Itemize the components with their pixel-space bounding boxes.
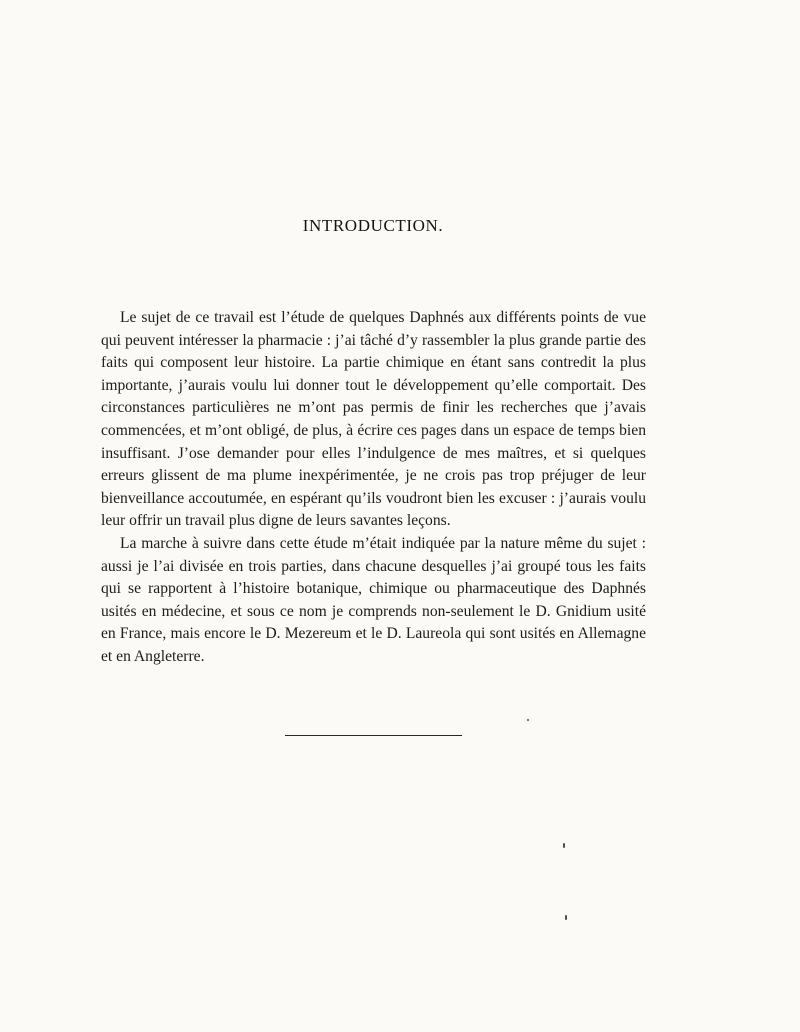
- ink-speck: [527, 719, 529, 721]
- ink-speck: [563, 843, 565, 848]
- ink-speck: [565, 915, 567, 920]
- page-title: INTRODUCTION.: [302, 216, 444, 235]
- section-divider: [285, 735, 462, 736]
- paragraph-1: Le sujet de ce travail est l’étude de quelques Daphnés aux différents points de vue qui peuvent intéresser la pharmacie : j’ai tâché d’y rassembler la plus grande partie des faits qui composent leur histoire. La partie chimique en étant sans contredit la plus importante, j’aurais voulu lui donner tout le développement qu’elle comportait. Des circonstances particulières ne m’ont pas permis de finir les recherches que j’avais commencées, et m’ont obligé, de plus, à écrire ces pages dans un espace de temps bien insuffisant. J’ose demander pour elles l’indulgence de mes maîtres, et si quelques erreurs glissent de ma plume inexpérimentée, je ne crois pas trop préjuger de leur bienveillance accoutumée, en espérant qu’ils voudront bien les excuser : j’aurais voulu leur offrir un travail plus digne de leurs savantes leçons.: [101, 309, 646, 530]
- body-text: [101, 307, 646, 669]
- paragraph-2: La marche à suivre dans cette étude m’était indiquée par la nature même du sujet : aussi je l’ai divisée en trois parties, dans chacune desquelles j’ai groupé tous les faits qui se rapportent à l’histoire botanique, chimique ou pharmaceutique des Daphnés usités en médecine, et sous ce nom je comprends non-seulement le D. Gnidium usité en France, mais encore le D. Mezereum et le D. Laureola qui sont usités en Allemagne et en Angleterre.: [101, 534, 646, 665]
